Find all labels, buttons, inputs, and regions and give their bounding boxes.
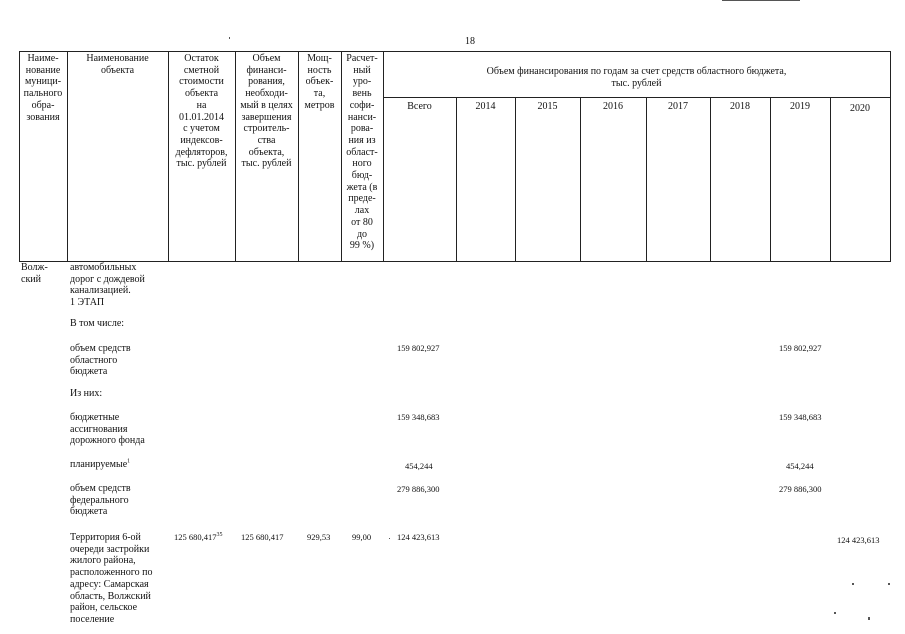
header-year-2020: 2020 [850,103,870,114]
col-border-9 [580,97,581,262]
territory-remaining-footnote: 35 [216,532,223,539]
planned-2019: 454,244 [786,461,814,471]
planned-total: 454,244 [405,461,433,471]
col-border-13 [830,97,831,262]
federal-budget-2019: 279 886,300 [779,484,822,494]
header-capacity: Мощ- ность объек- та, метров [304,53,335,111]
of-them-label: Из них: [70,388,103,399]
municipality-name: Волж- ский [21,262,48,285]
header-municipality: Наиме- нование муници- пального обра- зования [23,53,63,123]
col-border-1 [67,51,68,262]
planned-label-text: планируемые [70,459,128,470]
territory-funding-volume: 125 680,417 [241,532,284,542]
header-funding-volume: Объем финанси- рования, необходи- мый в целях завершения строитель- ства объекта, тыс. рублей [240,53,293,170]
road-fund-total: 159 348,683 [397,412,440,422]
header-object-name: Наименование объекта [86,53,149,76]
object-name-territory: Территория 6-ой очереди застройки жилого района, расположенного по адресу: Самарская область, Волжский район, сельское поселение [70,532,153,625]
scan-speck [868,617,870,620]
territory-capacity: 929,53 [307,532,331,542]
page-number: 18 [465,36,475,47]
scan-artifact-line [722,0,800,1]
federal-budget-label: объем средств федерального бюджета [70,483,131,518]
scan-speck [834,612,836,614]
regional-budget-2019: 159 802,927 [779,343,822,353]
planned-footnote-mark: 1 [127,458,131,465]
federal-budget-total: 279 886,300 [397,484,440,494]
col-border-12 [770,97,771,262]
header-year-2018: 2018 [730,101,750,112]
header-funding-by-years: Объем финансирования по годам за счет средств областного бюджета, тыс. рублей [486,66,787,89]
planned-label [70,459,130,471]
road-fund-2019: 159 348,683 [779,412,822,422]
table-top-border [19,51,891,52]
territory-2020: 124 423,613 [837,535,880,545]
table-header-bottom-border [19,261,891,262]
header-year-2019: 2019 [790,101,810,112]
header-year-2014: 2014 [475,101,496,112]
header-year-2017: 2017 [668,101,688,112]
territory-total: 124 423,613 [397,532,440,542]
col-border-8 [515,97,516,262]
scan-speck [389,538,390,539]
scan-speck [852,583,854,585]
object-name-stage: автомобильных дорог с дождевой канализацией. 1 ЭТАП [70,262,145,309]
territory-remaining-cost [174,532,223,544]
header-remaining-cost: Остаток сметной стоимости объекта на 01.01.2014 с учетом индексов- дефляторов, тыс. рублей [175,53,228,170]
regional-budget-total: 159 802,927 [397,343,440,353]
header-cofinancing-level: Расчет- ный уро- вень софи- нанси- рова- ния из област- ного бюд- жета (в преде- лах от 80 до 99 %) [346,53,378,252]
col-border-10 [646,97,647,262]
col-border-14 [890,51,891,262]
including-label: В том числе: [70,318,125,329]
header-year-2016: 2016 [603,101,623,112]
territory-remaining-value: 125 680,417 [174,532,217,542]
header-year-2015: 2015 [537,101,558,112]
road-fund-label: бюджетные ассигнования дорожного фонда [70,412,145,447]
header-total: Всего [407,101,432,112]
regional-budget-label: объем средств областного бюджета [70,343,131,378]
years-header-divider [383,97,891,98]
scan-speck [229,37,230,39]
scan-speck [888,583,890,585]
territory-cofinancing-level: 99,00 [352,532,372,542]
col-border-11 [710,97,711,262]
col-border-7 [456,97,457,262]
